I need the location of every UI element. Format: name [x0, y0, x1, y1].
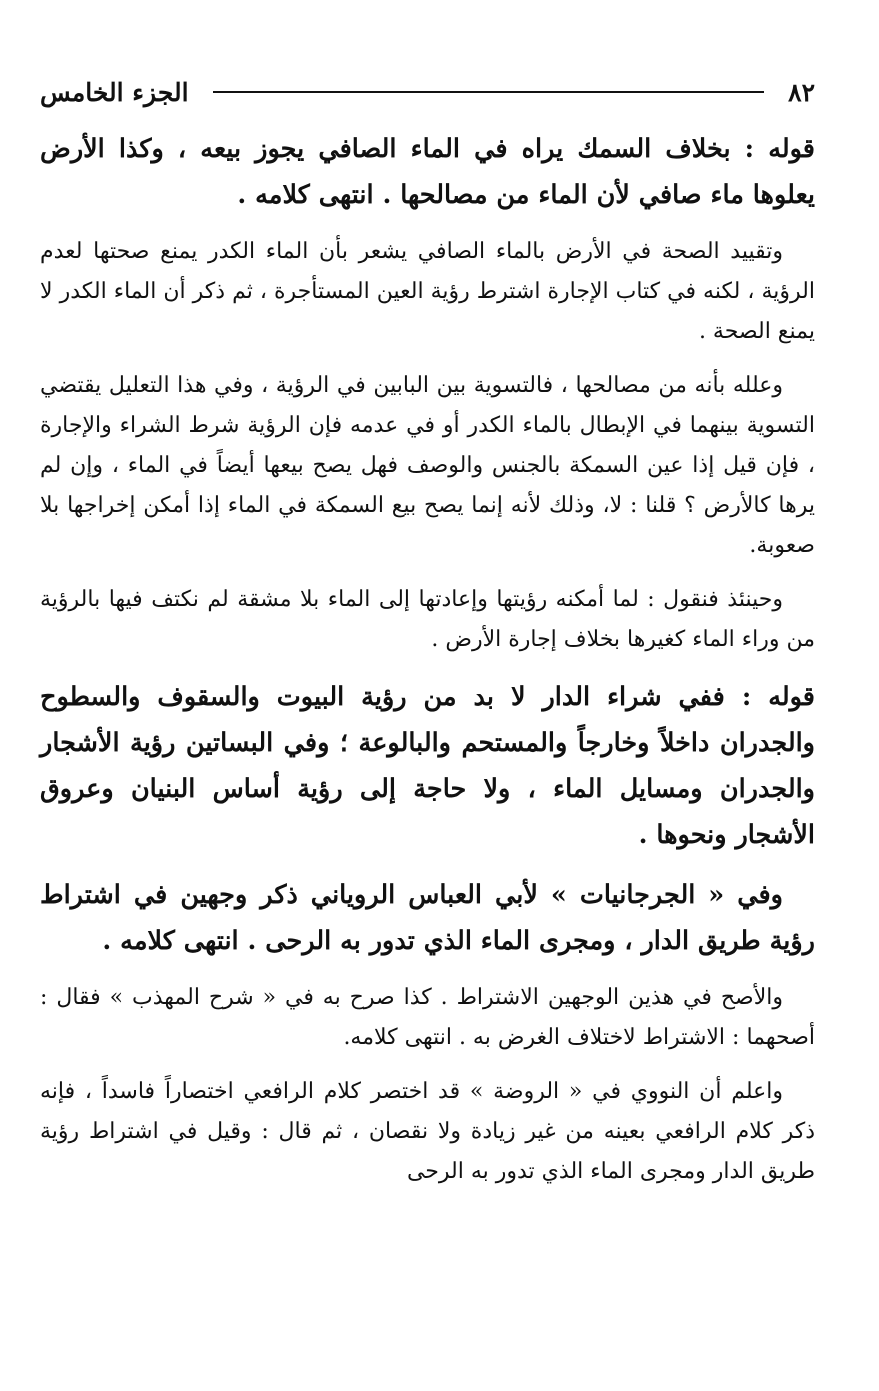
- running-title: الجزء الخامس: [40, 77, 189, 107]
- paragraph-reasoning: وعلله بأنه من مصالحها ، فالتسوية بين البابين في الرؤية ، وفي هذا التعليل يقتضي التسوية بينهما في الإبطال بالماء الكدر أو في عدمه فإن الرؤية شرط الشراء والإجارة ، فإن قيل إذا عين السمكة بالجنس والوصف فهل يصح بيعها أيضاً في الماء ، وإن لم يرها كالأرض ؟ قلنا : لا، وذلك لأنه إنما يصح بيع السمكة في الماء إذا أمكن إخراجها بلا صعوبة.: [40, 373, 815, 558]
- paragraph-correct-view: والأصح في هذين الوجهين الاشتراط . كذا صرح به في « شرح المهذب » فقال : أصحهما : الاشتراط لاختلاف الغرض به . انتهى كلامه.: [40, 985, 815, 1050]
- paragraph-jurjaniyat: وفي « الجرجانيات » لأبي العباس الروياني ذكر وجهين في اشتراط رؤية طريق الدار ، ومجرى الماء الذي تدور به الرحى . انتهى كلامه .: [40, 880, 815, 956]
- paragraph-quote-house: قوله : ففي شراء الدار لا بد من رؤية البيوت والسقوف والسطوح والجدران داخلاً وخارجاً والمستحم والبالوعة ؛ وفي البساتين رؤية الأشجار والجدران ومسايل الماء ، ولا حاجة إلى رؤية أساس البنيان وعروق الأشجار ونحوها .: [40, 682, 815, 850]
- paragraph-nawawi: واعلم أن النووي في « الروضة » قد اختصر كلام الرافعي اختصاراً فاسداً ، فإنه ذكر كلام الرافعي بعينه من غير زيادة ولا نقصان ، ثم قال : وقيل في اشتراط رؤية طريق الدار ومجرى الماء الذي تدور به الرحى: [40, 1079, 815, 1184]
- page-header: [40, 70, 815, 114]
- header-rule: [213, 91, 765, 93]
- paragraph-clear-water: وتقييد الصحة في الأرض بالماء الصافي يشعر بأن الماء الكدر يمنع صحتها لعدم الرؤية ، لكنه في كتاب الإجارة اشترط رؤية العين المستأجرة ، ثم ذكر أن الماء الكدر لا يمنع الصحة .: [40, 239, 815, 344]
- page-number: ٨٢: [788, 77, 815, 107]
- paragraph-quote-fish: قوله : بخلاف السمك يراه في الماء الصافي يجوز بيعه ، وكذا الأرض يعلوها ماء صافي لأن الماء من مصالحها . انتهى كلامه .: [40, 134, 815, 210]
- book-page: [40, 70, 815, 1206]
- paragraph-conclusion: وحينئذ فنقول : لما أمكنه رؤيتها وإعادتها إلى الماء بلا مشقة لم نكتف فيها بالرؤية من وراء الماء كغيرها بخلاف إجارة الأرض .: [40, 587, 815, 652]
